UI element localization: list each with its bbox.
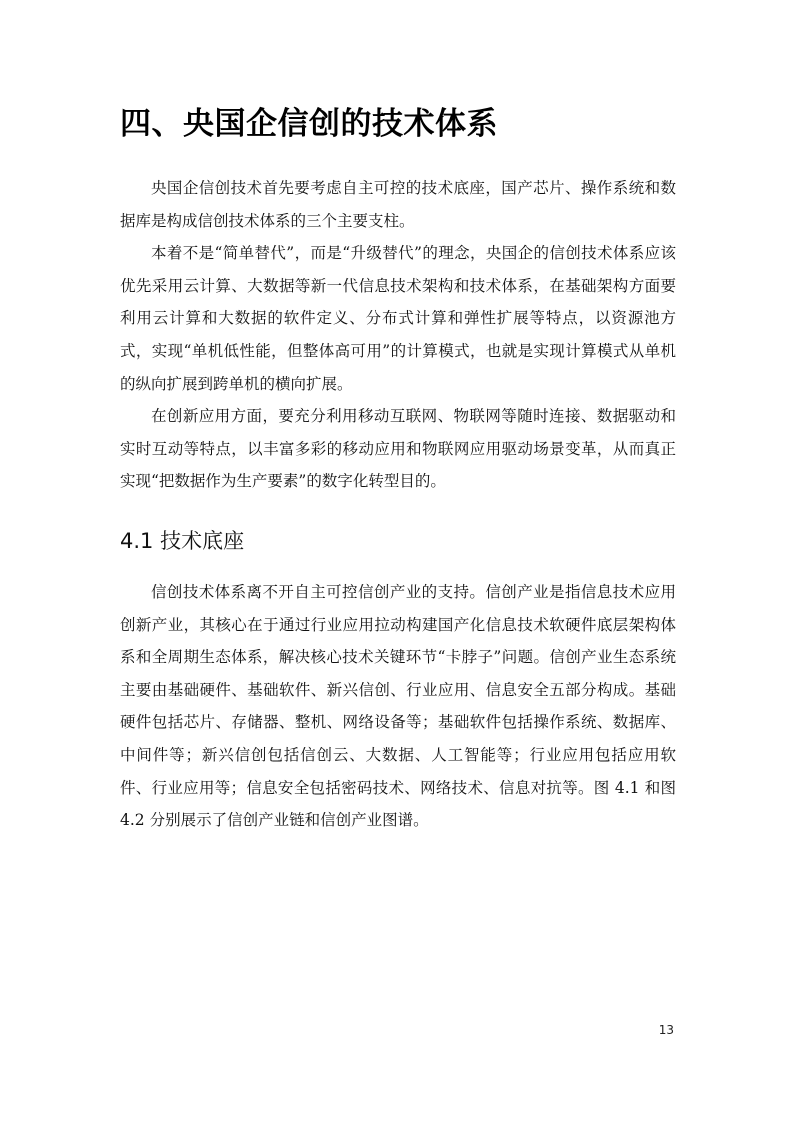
section-4-1-paragraph-1: 信创技术体系离不开自主可控信创产业的支持。信创产业是指信息技术应用创新产业，其核心在于通过行业应用拉动构建国产化信息技术软硬件底层架构体系和全周期生态体系，解决核心技术关键环节“卡脖子”问题。信创产业生态系统主要由基础硬件、基础软件、新兴信创、行业应用、信息安全五部分构成。基础硬件包括芯片、存储器、整机、网络设备等；基础软件包括操作系统、数据库、中间件等；新兴信创包括信创云、大数据、人工智能等；行业应用包括应用软件、行业应用等；信息安全包括密码技术、网络技术、信息对抗等。图 4.1 和图 4.2 分别展示了信创产业链和信创产业图谱。	[120, 583, 676, 830]
intro-paragraph-2: 本着不是“简单替代”，而是“升级替代”的理念，央国企的信创技术体系应该优先采用云计算、大数据等新一代信息技术架构和技术体系，在基础架构方面要利用云计算和大数据的软件定义、分布式计算和弹性扩展等特点，以资源池方式，实现“单机低性能，但整体高可用”的计算模式，也就是实现计算模式从单机的纵向扩展到跨单机的横向扩展。	[120, 244, 676, 393]
section-4-1-body	[120, 576, 676, 837]
intro-paragraph-3: 在创新应用方面，要充分利用移动互联网、物联网等随时连接、数据驱动和实时互动等特点，以丰富多彩的移动应用和物联网应用驱动场景变革，从而真正实现“把数据作为生产要素”的数字化转型目的。	[120, 407, 676, 491]
intro-paragraph-1: 央国企信创技术首先要考虑自主可控的技术底座，国产芯片、操作系统和数据库是构成信创技术体系的三个主要支柱。	[120, 179, 676, 230]
chapter-title: 四、央国企信创的技术体系	[120, 106, 498, 142]
section-heading-4-1: 4.1 技术底座	[120, 529, 245, 553]
page-number: 13	[658, 1023, 674, 1037]
intro-section	[120, 172, 676, 498]
